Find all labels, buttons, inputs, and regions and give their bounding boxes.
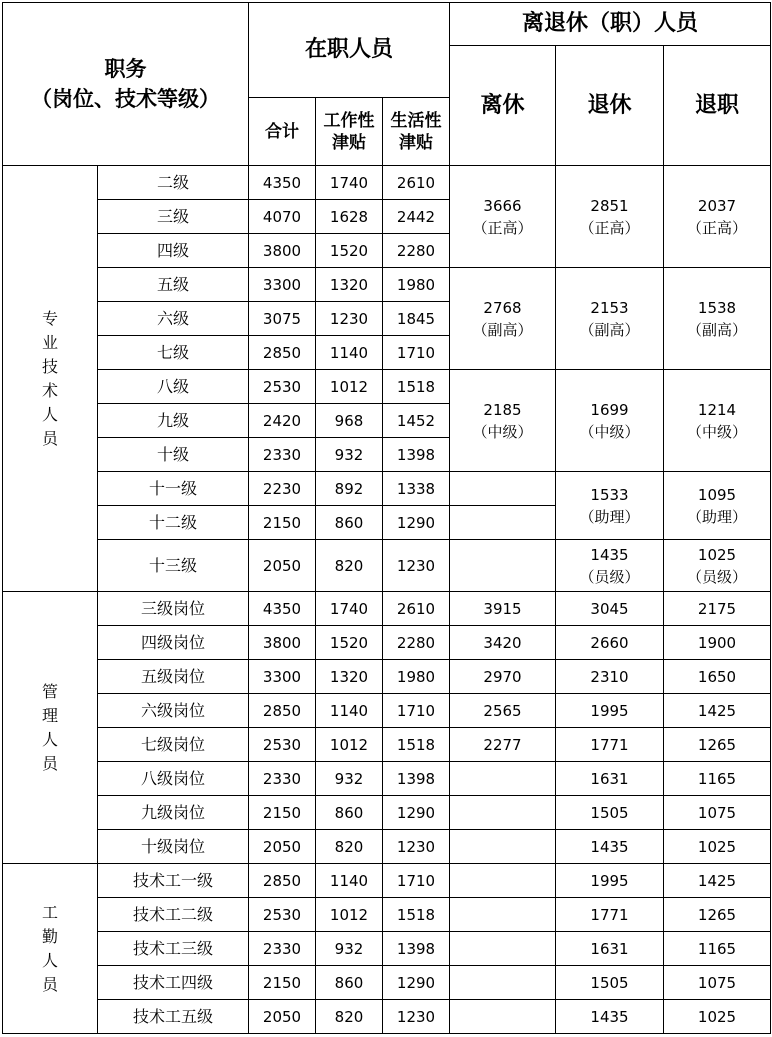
tuizhi-cell-value: 1538 xyxy=(697,298,737,317)
lixiu-cell xyxy=(450,268,556,370)
living-allowance-cell: 1290 xyxy=(383,796,450,830)
work-allowance-header: 工作性津贴 xyxy=(316,98,383,166)
grade-cell: 五级岗位 xyxy=(98,660,249,694)
tuixiu-cell xyxy=(556,540,664,592)
tuizhi-cell: 1265 xyxy=(664,898,771,932)
tuixiu-cell xyxy=(556,472,664,540)
tuizhi-cell xyxy=(664,370,771,472)
total-cell: 2230 xyxy=(249,472,316,506)
total-cell: 2150 xyxy=(249,506,316,540)
tuizhi-cell: 2175 xyxy=(664,592,771,626)
living-allowance-cell: 1845 xyxy=(383,302,450,336)
living-allowance-cell: 1338 xyxy=(383,472,450,506)
living-allowance-cell: 2610 xyxy=(383,166,450,200)
living-allowance-cell: 1710 xyxy=(383,336,450,370)
living-allowance-cell: 1710 xyxy=(383,864,450,898)
work-allowance-cell: 1012 xyxy=(316,370,383,404)
category-char: 业 xyxy=(41,332,58,352)
total-cell: 2850 xyxy=(249,864,316,898)
total-cell: 4350 xyxy=(249,166,316,200)
living-allowance-cell: 1230 xyxy=(383,1000,450,1034)
grade-cell: 十级岗位 xyxy=(98,830,249,864)
work-allowance-cell: 932 xyxy=(316,438,383,472)
table-row xyxy=(3,268,771,302)
in-service-header: 在职人员 xyxy=(249,3,450,98)
tuixiu-cell: 1631 xyxy=(556,762,664,796)
living-allowance-cell: 1290 xyxy=(383,966,450,1000)
lixiu-cell xyxy=(450,762,556,796)
tuixiu-cell: 1771 xyxy=(556,728,664,762)
category-worker xyxy=(3,864,98,1034)
lixiu-cell xyxy=(450,166,556,268)
living-allowance-cell: 1398 xyxy=(383,438,450,472)
tuizhi-cell: 1650 xyxy=(664,660,771,694)
allowance-table xyxy=(2,2,771,1034)
grade-cell: 技术工五级 xyxy=(98,1000,249,1034)
table-row xyxy=(3,864,771,898)
total-cell: 3300 xyxy=(249,268,316,302)
living-allowance-cell: 1230 xyxy=(383,540,450,592)
tuixiu-cell-value: 2153 xyxy=(590,298,629,317)
table-row xyxy=(3,592,771,626)
lixiu-cell-level: （正高） xyxy=(472,218,533,237)
living-allowance-cell: 1518 xyxy=(383,370,450,404)
tuixiu-cell-level: （中级） xyxy=(579,422,640,441)
grade-cell: 三级 xyxy=(98,200,249,234)
table-row xyxy=(3,166,771,200)
grade-cell: 技术工四级 xyxy=(98,966,249,1000)
tuixiu-cell-value: 1699 xyxy=(590,400,629,419)
lixiu-cell xyxy=(450,370,556,472)
category-char: 员 xyxy=(41,753,58,773)
tuixiu-cell: 1435 xyxy=(556,830,664,864)
grade-cell: 九级 xyxy=(98,404,249,438)
table-row xyxy=(3,660,771,694)
work-allowance-cell: 1140 xyxy=(316,694,383,728)
lixiu-cell xyxy=(450,472,556,506)
grade-cell: 四级岗位 xyxy=(98,626,249,660)
total-cell: 2330 xyxy=(249,762,316,796)
total-cell: 2050 xyxy=(249,830,316,864)
work-allowance-cell: 932 xyxy=(316,762,383,796)
table-row xyxy=(3,540,771,592)
lixiu-cell xyxy=(450,796,556,830)
category-char: 人 xyxy=(41,404,58,424)
work-allowance-cell: 968 xyxy=(316,404,383,438)
tuixiu-cell: 2660 xyxy=(556,626,664,660)
grade-cell: 十二级 xyxy=(98,506,249,540)
table-row xyxy=(3,626,771,660)
tuizhi-cell-value: 2037 xyxy=(697,196,737,215)
retired-group-header: 离退休（职）人员 xyxy=(450,3,771,46)
header-row-1 xyxy=(3,3,771,46)
lixiu-cell xyxy=(450,1000,556,1034)
lixiu-cell-level: （副高） xyxy=(472,320,533,339)
lixiu-cell-value: 2768 xyxy=(483,298,522,317)
work-allowance-cell: 1320 xyxy=(316,268,383,302)
category-management xyxy=(3,592,98,864)
total-cell: 2850 xyxy=(249,336,316,370)
grade-cell: 九级岗位 xyxy=(98,796,249,830)
living-allowance-cell: 2280 xyxy=(383,234,450,268)
living-allowance-cell: 1398 xyxy=(383,932,450,966)
tuixiu-cell xyxy=(556,370,664,472)
tuizhi-cell: 1025 xyxy=(664,1000,771,1034)
lixiu-cell xyxy=(450,898,556,932)
category-char: 技 xyxy=(41,356,58,376)
tuizhi-cell-level: （助理） xyxy=(687,507,748,526)
tuizhi-cell: 1075 xyxy=(664,966,771,1000)
lixiu-cell xyxy=(450,830,556,864)
work-allowance-cell: 860 xyxy=(316,506,383,540)
tuixiu-header: 退休 xyxy=(556,46,664,166)
total-cell: 3300 xyxy=(249,660,316,694)
living-allowance-cell: 1518 xyxy=(383,728,450,762)
total-cell: 2530 xyxy=(249,370,316,404)
total-cell: 2050 xyxy=(249,1000,316,1034)
living-allowance-header: 生活性津贴 xyxy=(383,98,450,166)
lixiu-cell: 2970 xyxy=(450,660,556,694)
table-row xyxy=(3,370,771,404)
tuixiu-cell xyxy=(556,166,664,268)
tuixiu-cell: 1505 xyxy=(556,966,664,1000)
duty-header-line1: 职务 xyxy=(104,57,147,81)
lixiu-cell xyxy=(450,864,556,898)
living-allowance-cell: 1710 xyxy=(383,694,450,728)
tuizhi-cell: 1165 xyxy=(664,932,771,966)
tuizhi-cell xyxy=(664,472,771,540)
tuizhi-cell: 1900 xyxy=(664,626,771,660)
lixiu-cell-level: （中级） xyxy=(472,422,533,441)
work-allowance-cell: 1140 xyxy=(316,336,383,370)
grade-cell: 五级 xyxy=(98,268,249,302)
total-cell: 2150 xyxy=(249,796,316,830)
table-row xyxy=(3,762,771,796)
total-cell: 4070 xyxy=(249,200,316,234)
work-allowance-cell: 1740 xyxy=(316,592,383,626)
category-char: 员 xyxy=(41,974,58,994)
living-allowance-cell: 1230 xyxy=(383,830,450,864)
tuixiu-cell xyxy=(556,268,664,370)
living-allowance-cell: 1452 xyxy=(383,404,450,438)
total-cell: 2050 xyxy=(249,540,316,592)
grade-cell: 三级岗位 xyxy=(98,592,249,626)
work-allowance-cell: 1230 xyxy=(316,302,383,336)
tuizhi-cell: 1165 xyxy=(664,762,771,796)
tuizhi-cell-value: 1214 xyxy=(697,400,737,419)
lixiu-cell xyxy=(450,540,556,592)
work-allowance-cell: 820 xyxy=(316,1000,383,1034)
tuixiu-cell: 1771 xyxy=(556,898,664,932)
table-row xyxy=(3,1000,771,1034)
living-allowance-cell: 1518 xyxy=(383,898,450,932)
table-row xyxy=(3,694,771,728)
living-allowance-cell: 1980 xyxy=(383,660,450,694)
total-cell: 2330 xyxy=(249,932,316,966)
lixiu-cell: 3915 xyxy=(450,592,556,626)
lixiu-cell xyxy=(450,966,556,1000)
tuizhi-cell-level: （正高） xyxy=(687,218,748,237)
tuizhi-cell-value: 1095 xyxy=(697,485,737,504)
work-allowance-cell: 1012 xyxy=(316,728,383,762)
living-allowance-cell: 2610 xyxy=(383,592,450,626)
tuizhi-cell: 1425 xyxy=(664,694,771,728)
category-char: 勤 xyxy=(41,926,58,946)
grade-cell: 七级 xyxy=(98,336,249,370)
category-char: 人 xyxy=(41,729,58,749)
tuixiu-cell-value: 1435 xyxy=(590,545,629,564)
work-allowance-cell: 1520 xyxy=(316,626,383,660)
work-allowance-cell: 1520 xyxy=(316,234,383,268)
living-allowance-cell: 2280 xyxy=(383,626,450,660)
grade-cell: 十一级 xyxy=(98,472,249,506)
total-cell: 3800 xyxy=(249,234,316,268)
grade-cell: 十级 xyxy=(98,438,249,472)
category-char: 人 xyxy=(41,950,58,970)
grade-cell: 八级岗位 xyxy=(98,762,249,796)
tuizhi-cell: 1025 xyxy=(664,830,771,864)
grade-cell: 六级岗位 xyxy=(98,694,249,728)
tuizhi-cell: 1265 xyxy=(664,728,771,762)
lixiu-cell: 3420 xyxy=(450,626,556,660)
lixiu-cell: 2565 xyxy=(450,694,556,728)
total-cell: 4350 xyxy=(249,592,316,626)
tuixiu-cell: 1505 xyxy=(556,796,664,830)
tuizhi-cell-level: （员级） xyxy=(687,567,748,586)
category-char: 员 xyxy=(41,428,58,448)
tuizhi-cell xyxy=(664,166,771,268)
tuixiu-cell-level: （员级） xyxy=(579,567,640,586)
table-row xyxy=(3,898,771,932)
tuizhi-cell xyxy=(664,268,771,370)
tuixiu-cell-level: （副高） xyxy=(579,320,640,339)
duty-header-line2: （岗位、技术等级） xyxy=(31,87,220,111)
category-char: 理 xyxy=(41,705,58,725)
work-allowance-cell: 820 xyxy=(316,830,383,864)
grade-cell: 七级岗位 xyxy=(98,728,249,762)
grade-cell: 技术工一级 xyxy=(98,864,249,898)
work-allowance-cell: 932 xyxy=(316,932,383,966)
work-allowance-cell: 1140 xyxy=(316,864,383,898)
tuixiu-cell: 1995 xyxy=(556,694,664,728)
tuixiu-cell: 1435 xyxy=(556,1000,664,1034)
tuizhi-header: 退职 xyxy=(664,46,771,166)
table-row xyxy=(3,796,771,830)
lixiu-cell-value: 3666 xyxy=(483,196,522,215)
category-char: 管 xyxy=(41,681,58,701)
table-row xyxy=(3,830,771,864)
total-cell: 2530 xyxy=(249,728,316,762)
table-row xyxy=(3,932,771,966)
table-row xyxy=(3,472,771,506)
tuixiu-cell: 2310 xyxy=(556,660,664,694)
duty-header xyxy=(3,3,249,166)
category-professional xyxy=(3,166,98,592)
lixiu-cell: 2277 xyxy=(450,728,556,762)
total-cell: 2150 xyxy=(249,966,316,1000)
tuizhi-cell-level: （中级） xyxy=(687,422,748,441)
category-char: 工 xyxy=(41,902,58,922)
table-row xyxy=(3,728,771,762)
work-allowance-cell: 1740 xyxy=(316,166,383,200)
work-allowance-cell: 1012 xyxy=(316,898,383,932)
tuixiu-cell-level: （助理） xyxy=(579,507,640,526)
tuixiu-cell: 3045 xyxy=(556,592,664,626)
tuizhi-cell-value: 1025 xyxy=(697,545,737,564)
tuizhi-cell: 1425 xyxy=(664,864,771,898)
tuizhi-cell: 1075 xyxy=(664,796,771,830)
living-allowance-cell: 1290 xyxy=(383,506,450,540)
total-cell: 2850 xyxy=(249,694,316,728)
grade-cell: 八级 xyxy=(98,370,249,404)
living-allowance-cell: 2442 xyxy=(383,200,450,234)
work-allowance-cell: 820 xyxy=(316,540,383,592)
tuixiu-cell: 1631 xyxy=(556,932,664,966)
total-cell: 2330 xyxy=(249,438,316,472)
total-cell: 2530 xyxy=(249,898,316,932)
tuizhi-cell-level: （副高） xyxy=(687,320,748,339)
tuixiu-cell: 1995 xyxy=(556,864,664,898)
tuixiu-cell-level: （正高） xyxy=(579,218,640,237)
lixiu-cell-value: 2185 xyxy=(483,400,522,419)
lixiu-header: 离休 xyxy=(450,46,556,166)
work-allowance-cell: 892 xyxy=(316,472,383,506)
total-cell: 3800 xyxy=(249,626,316,660)
category-char: 专 xyxy=(41,308,58,328)
grade-cell: 十三级 xyxy=(98,540,249,592)
grade-cell: 技术工三级 xyxy=(98,932,249,966)
category-char: 术 xyxy=(41,380,58,400)
tuixiu-cell-value: 1533 xyxy=(590,485,629,504)
lixiu-cell xyxy=(450,506,556,540)
living-allowance-cell: 1980 xyxy=(383,268,450,302)
work-allowance-cell: 860 xyxy=(316,796,383,830)
living-allowance-cell: 1398 xyxy=(383,762,450,796)
total-header: 合计 xyxy=(249,98,316,166)
work-allowance-cell: 1320 xyxy=(316,660,383,694)
tuizhi-cell xyxy=(664,540,771,592)
tuixiu-cell-value: 2851 xyxy=(590,196,629,215)
grade-cell: 技术工二级 xyxy=(98,898,249,932)
grade-cell: 六级 xyxy=(98,302,249,336)
total-cell: 2420 xyxy=(249,404,316,438)
grade-cell: 四级 xyxy=(98,234,249,268)
grade-cell: 二级 xyxy=(98,166,249,200)
total-cell: 3075 xyxy=(249,302,316,336)
work-allowance-cell: 860 xyxy=(316,966,383,1000)
lixiu-cell xyxy=(450,932,556,966)
table-row xyxy=(3,966,771,1000)
work-allowance-cell: 1628 xyxy=(316,200,383,234)
